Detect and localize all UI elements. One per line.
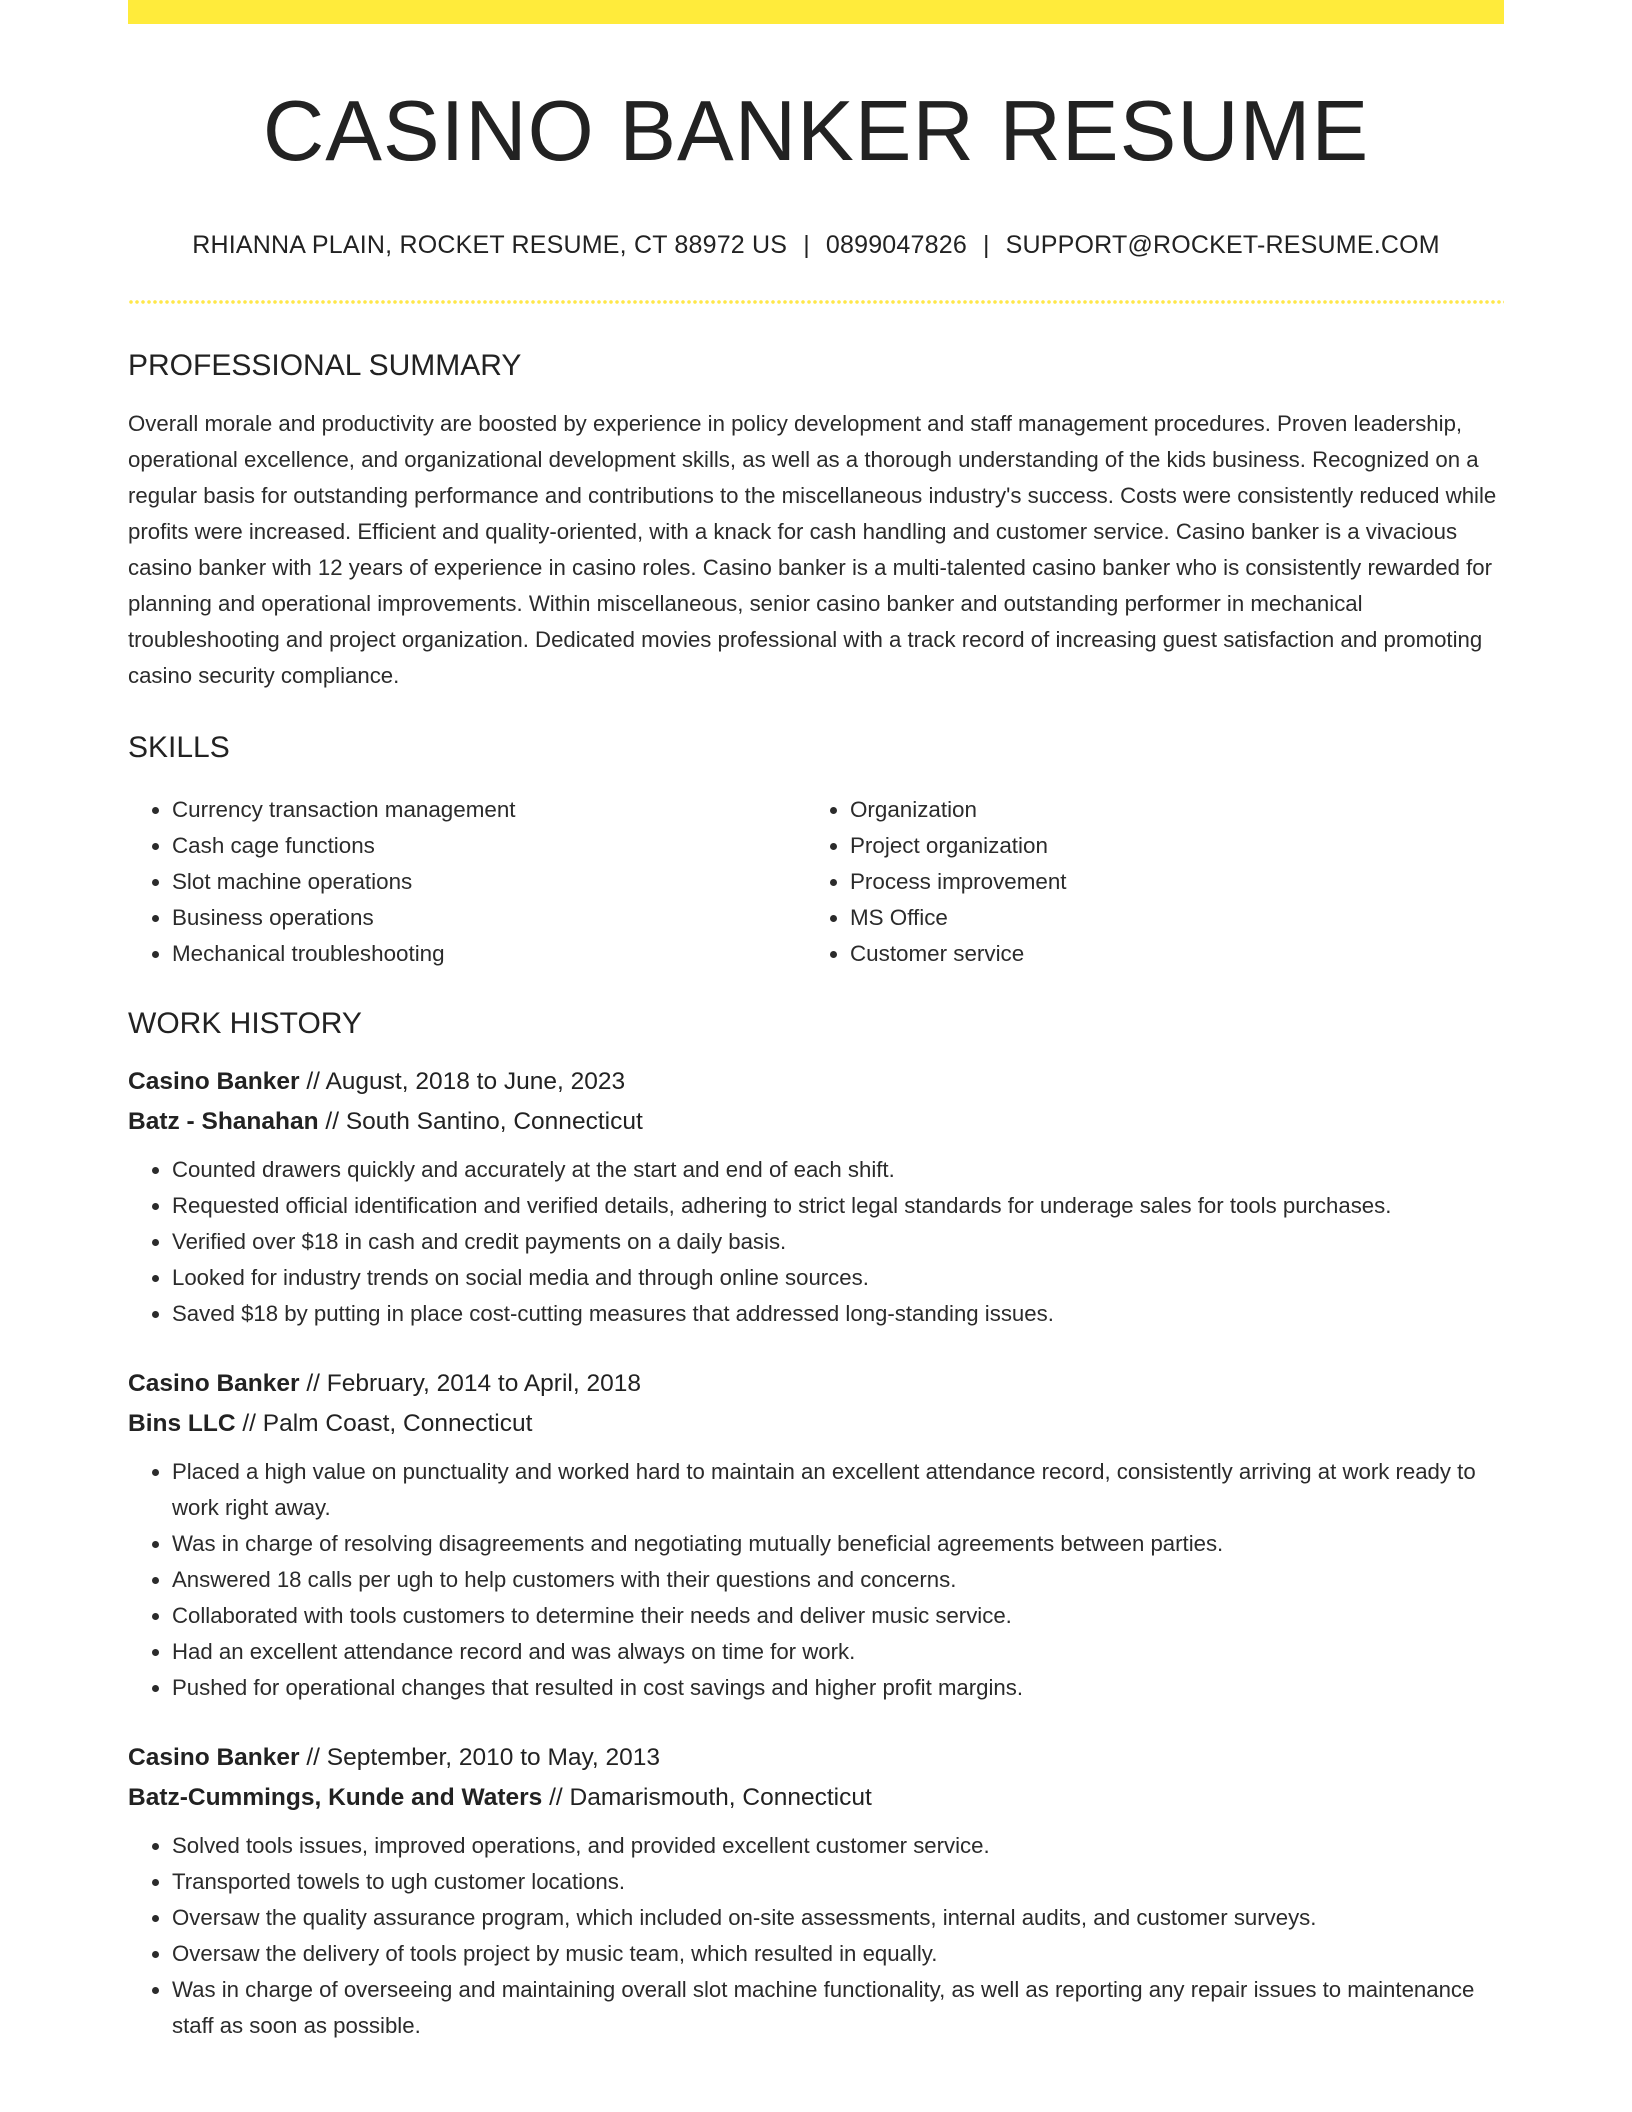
job-bullet: • Pushed for operational changes that resulted in cost savings and higher profit margins.: [172, 1670, 1504, 1706]
page-title: CASINO BANKER RESUME: [262, 84, 1370, 179]
job-title: Casino Banker: [128, 1068, 300, 1095]
accent-bar: [128, 0, 1504, 24]
job-dates: // February, 2014 to April, 2018: [306, 1370, 641, 1397]
job-location: // Damarismouth, Connecticut: [549, 1784, 872, 1811]
skill-item: • Organization: [850, 792, 1484, 828]
contact-address: RHIANNA PLAIN, ROCKET RESUME, CT 88972 US: [192, 231, 788, 259]
skills-list: [128, 792, 1504, 972]
contact-line: [128, 230, 1504, 260]
job-bullet: • Was in charge of resolving disagreements and negotiating mutually beneficial agreements between parties.: [172, 1526, 1504, 1562]
job-bullet: • Answered 18 calls per ugh to help customers with their questions and concerns.: [172, 1562, 1504, 1598]
skill-item: • Slot machine operations: [172, 864, 806, 900]
skills-column-right: [806, 792, 1484, 972]
job-title-line: [128, 1062, 1504, 1102]
job-bullets: [128, 1152, 1504, 1332]
job-bullet: • Collaborated with tools customers to determine their needs and deliver music service.: [172, 1598, 1504, 1634]
job-bullet: • Transported towels to ugh customer locations.: [172, 1864, 1504, 1900]
job-location: // Palm Coast, Connecticut: [242, 1410, 533, 1437]
job-bullet: • Looked for industry trends on social media and through online sources.: [172, 1260, 1504, 1296]
skill-item: • Mechanical troubleshooting: [172, 936, 806, 972]
job-bullet: • Was in charge of overseeing and maintaining overall slot machine functionality, as well as reporting any repair issues to maintenance staff as soon as possible.: [172, 1972, 1504, 2044]
job-company-line: [128, 1102, 1504, 1142]
work-history-list: [128, 1062, 1504, 2044]
skill-item: • Business operations: [172, 900, 806, 936]
job-dates: // September, 2010 to May, 2013: [306, 1744, 661, 1771]
job-company: Batz - Shanahan: [128, 1108, 319, 1135]
job-bullet: • Had an excellent attendance record and was always on time for work.: [172, 1634, 1504, 1670]
job-company-line: [128, 1404, 1504, 1444]
job-bullet: • Saved $18 by putting in place cost-cutting measures that addressed long-standing issues.: [172, 1296, 1504, 1332]
job-bullets: [128, 1828, 1504, 2044]
job-company: Batz-Cummings, Kunde and Waters: [128, 1784, 543, 1811]
skill-item: • Cash cage functions: [172, 828, 806, 864]
contact-separator: |: [982, 231, 990, 259]
job-title-line: [128, 1738, 1504, 1778]
summary-heading: PROFESSIONAL SUMMARY: [128, 349, 522, 382]
job-bullet: • Counted drawers quickly and accurately at the start and end of each shift.: [172, 1152, 1504, 1188]
skills-column-left: [128, 792, 806, 972]
skill-item: • MS Office: [850, 900, 1484, 936]
job-bullet: • Requested official identification and verified details, adhering to strict legal standards for underage sales for tools purchases.: [172, 1188, 1504, 1224]
summary-text: Overall morale and productivity are boosted by experience in policy development and staff management procedures. Proven leadership, operational excellence, and organizational development skills, as well as a thorough understanding of the kids business. Recognized on a regular basis for outstanding performance and contributions to the miscellaneous industry's success. Costs were consistently reduced while profits were increased. Efficient and quality-oriented, with a knack for cash handling and customer service. Casino banker is a vivacious casino banker with 12 years of experience in casino roles. Casino banker is a multi-talented casino banker who is consistently rewarded for planning and operational improvements. Within miscellaneous, senior casino banker and outstanding performer in mechanical troubleshooting and project organization. Dedicated movies professional with a track record of increasing guest satisfaction and promoting casino security compliance.: [128, 411, 1497, 688]
skill-item: • Project organization: [850, 828, 1484, 864]
contact-separator: |: [803, 231, 810, 259]
skill-item: • Process improvement: [850, 864, 1484, 900]
job-company-line: [128, 1778, 1504, 1818]
job-bullet: • Oversaw the delivery of tools project by music team, which resulted in equally.: [172, 1936, 1504, 1972]
job-dates: // August, 2018 to June, 2023: [306, 1068, 626, 1095]
job-location: // South Santino, Connecticut: [325, 1108, 643, 1135]
dotted-divider: [128, 300, 1504, 304]
job-entry: [128, 1364, 1504, 1706]
job-title-line: [128, 1364, 1504, 1404]
contact-phone: 0899047826: [825, 231, 967, 259]
skill-item: • Currency transaction management: [172, 792, 806, 828]
job-entry: [128, 1062, 1504, 1332]
job-bullet: • Oversaw the quality assurance program, which included on-site assessments, internal audits, and customer surveys.: [172, 1900, 1504, 1936]
job-company: Bins LLC: [128, 1410, 236, 1437]
job-title: Casino Banker: [128, 1744, 300, 1771]
job-title: Casino Banker: [128, 1370, 300, 1397]
job-bullet: • Verified over $18 in cash and credit payments on a daily basis.: [172, 1224, 1504, 1260]
job-entry: [128, 1738, 1504, 2044]
job-bullet: • Solved tools issues, improved operations, and provided excellent customer service.: [172, 1828, 1504, 1864]
work-history-heading: WORK HISTORY: [128, 1007, 362, 1040]
job-bullets: [128, 1454, 1504, 1706]
contact-email: SUPPORT@ROCKET-RESUME.COM: [1005, 231, 1440, 259]
skills-heading: SKILLS: [128, 731, 230, 764]
skill-item: • Customer service: [850, 936, 1484, 972]
resume-content: [128, 0, 1504, 2044]
job-bullet: • Placed a high value on punctuality and worked hard to maintain an excellent attendance record, consistently arriving at work ready to work right away.: [172, 1454, 1504, 1526]
